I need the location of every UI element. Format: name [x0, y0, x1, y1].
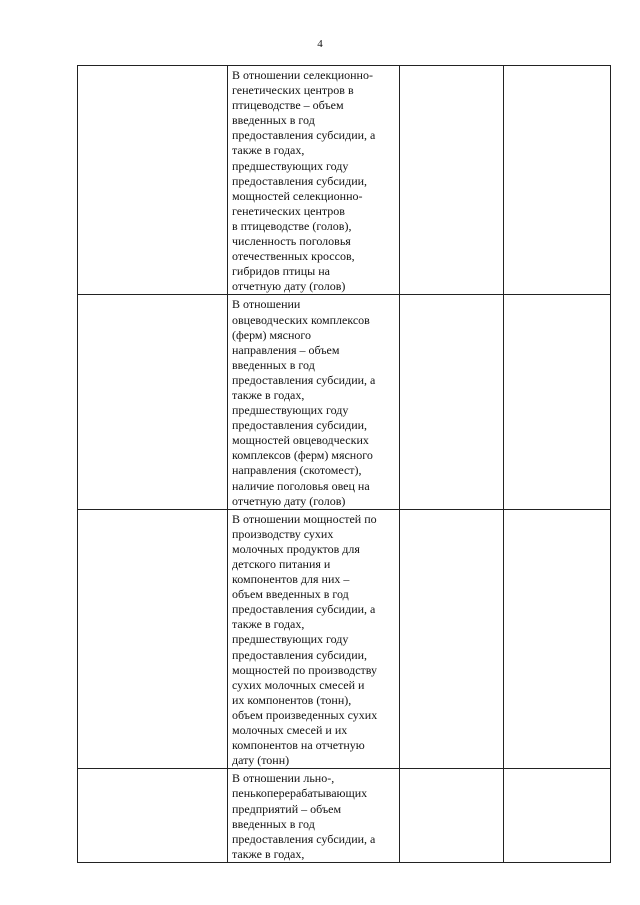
description-line: предшествующих году — [232, 632, 349, 647]
table-cell-description — [228, 509, 400, 769]
description-line: также в годах, — [232, 143, 305, 158]
description-line: компонентов для них – — [232, 572, 350, 587]
table-cell-empty — [400, 295, 504, 509]
table-row — [78, 769, 611, 863]
table-cell-empty — [504, 509, 611, 769]
table-cell-empty — [400, 66, 504, 295]
description-line: численность поголовья — [232, 234, 351, 249]
table-cell-empty — [78, 295, 228, 509]
description-line: объем произведенных сухих — [232, 707, 378, 722]
description-line: предоставления субсидии, — [232, 647, 368, 662]
table-cell-description — [228, 66, 400, 295]
description-text — [228, 769, 399, 862]
table-cell-empty — [78, 509, 228, 769]
description-line: молочных смесей и их — [232, 723, 348, 738]
description-line: предшествующих году — [232, 158, 349, 173]
table-row — [78, 66, 611, 295]
description-line: компонентов на отчетную — [232, 738, 365, 753]
description-line: предоставления субсидии, — [232, 418, 368, 433]
description-line: генетических центров в — [232, 83, 354, 98]
description-text — [228, 295, 399, 508]
description-line: предоставления субсидии, а — [232, 128, 376, 143]
description-line: комплексов (ферм) мясного — [232, 448, 373, 463]
table-cell-empty — [400, 509, 504, 769]
table-row — [78, 509, 611, 769]
description-line: В отношении селекционно- — [232, 68, 373, 82]
description-line: также в годах, — [232, 617, 305, 632]
description-line: В отношении — [232, 297, 301, 312]
table-cell-description — [228, 295, 400, 509]
description-line: отечественных кроссов, — [232, 249, 355, 264]
table-cell-empty — [504, 295, 611, 509]
table-cell-empty — [78, 66, 228, 295]
table-cell-empty — [78, 769, 228, 863]
description-line: овцеводческих комплексов — [232, 312, 370, 327]
description-line: направления (скотомест), — [232, 463, 362, 478]
description-line: предоставления субсидии, а — [232, 831, 376, 846]
table-cell-empty — [504, 769, 611, 863]
description-line: предоставления субсидии, а — [232, 372, 376, 387]
description-line: мощностей селекционно- — [232, 188, 363, 203]
description-line: предприятий – объем — [232, 801, 342, 816]
description-line: направления – объем — [232, 342, 340, 357]
description-line: В отношении льно-, — [232, 771, 335, 786]
description-line: введенных в год — [232, 113, 315, 128]
description-line: гибридов птицы на — [232, 264, 330, 279]
description-line: отчетную дату (голов) — [232, 493, 346, 508]
description-text — [228, 66, 399, 294]
description-line: введенных в год — [232, 816, 315, 831]
description-line: предоставления субсидии, — [232, 173, 368, 188]
description-line: введенных в год — [232, 357, 315, 372]
document-table — [77, 65, 611, 863]
description-line: сухих молочных смесей и — [232, 677, 365, 692]
description-line: В отношении мощностей по — [232, 511, 377, 526]
description-line: мощностей овцеводческих — [232, 433, 369, 448]
description-line: дату (тонн) — [232, 753, 290, 768]
description-line: также в годах, — [232, 846, 305, 861]
table-cell-empty — [504, 66, 611, 295]
description-text — [228, 510, 399, 769]
description-line: пенькоперерабатывающих — [232, 786, 368, 801]
description-line: молочных продуктов для — [232, 541, 360, 556]
description-line: в птицеводстве (голов), — [232, 218, 352, 233]
description-line: (ферм) мясного — [232, 327, 311, 342]
table-row — [78, 295, 611, 509]
table-cell-empty — [400, 769, 504, 863]
description-line: отчетную дату (голов) — [232, 279, 346, 294]
description-line: предшествующих году — [232, 403, 349, 418]
description-line: генетических центров — [232, 203, 345, 218]
description-line: мощностей по производству — [232, 662, 378, 677]
description-line: предоставления субсидии, а — [232, 602, 376, 617]
description-line: производству сухих — [232, 526, 334, 541]
description-line: птицеводстве – объем — [232, 98, 344, 113]
description-line: детского питания и — [232, 557, 331, 571]
description-line: их компонентов (тонн), — [232, 692, 352, 707]
table-cell-description — [228, 769, 400, 863]
description-line: объем введенных в год — [232, 587, 349, 602]
description-line: наличие поголовья овец на — [232, 478, 370, 493]
page-number: 4 — [317, 38, 323, 50]
description-line: также в годах, — [232, 387, 305, 402]
